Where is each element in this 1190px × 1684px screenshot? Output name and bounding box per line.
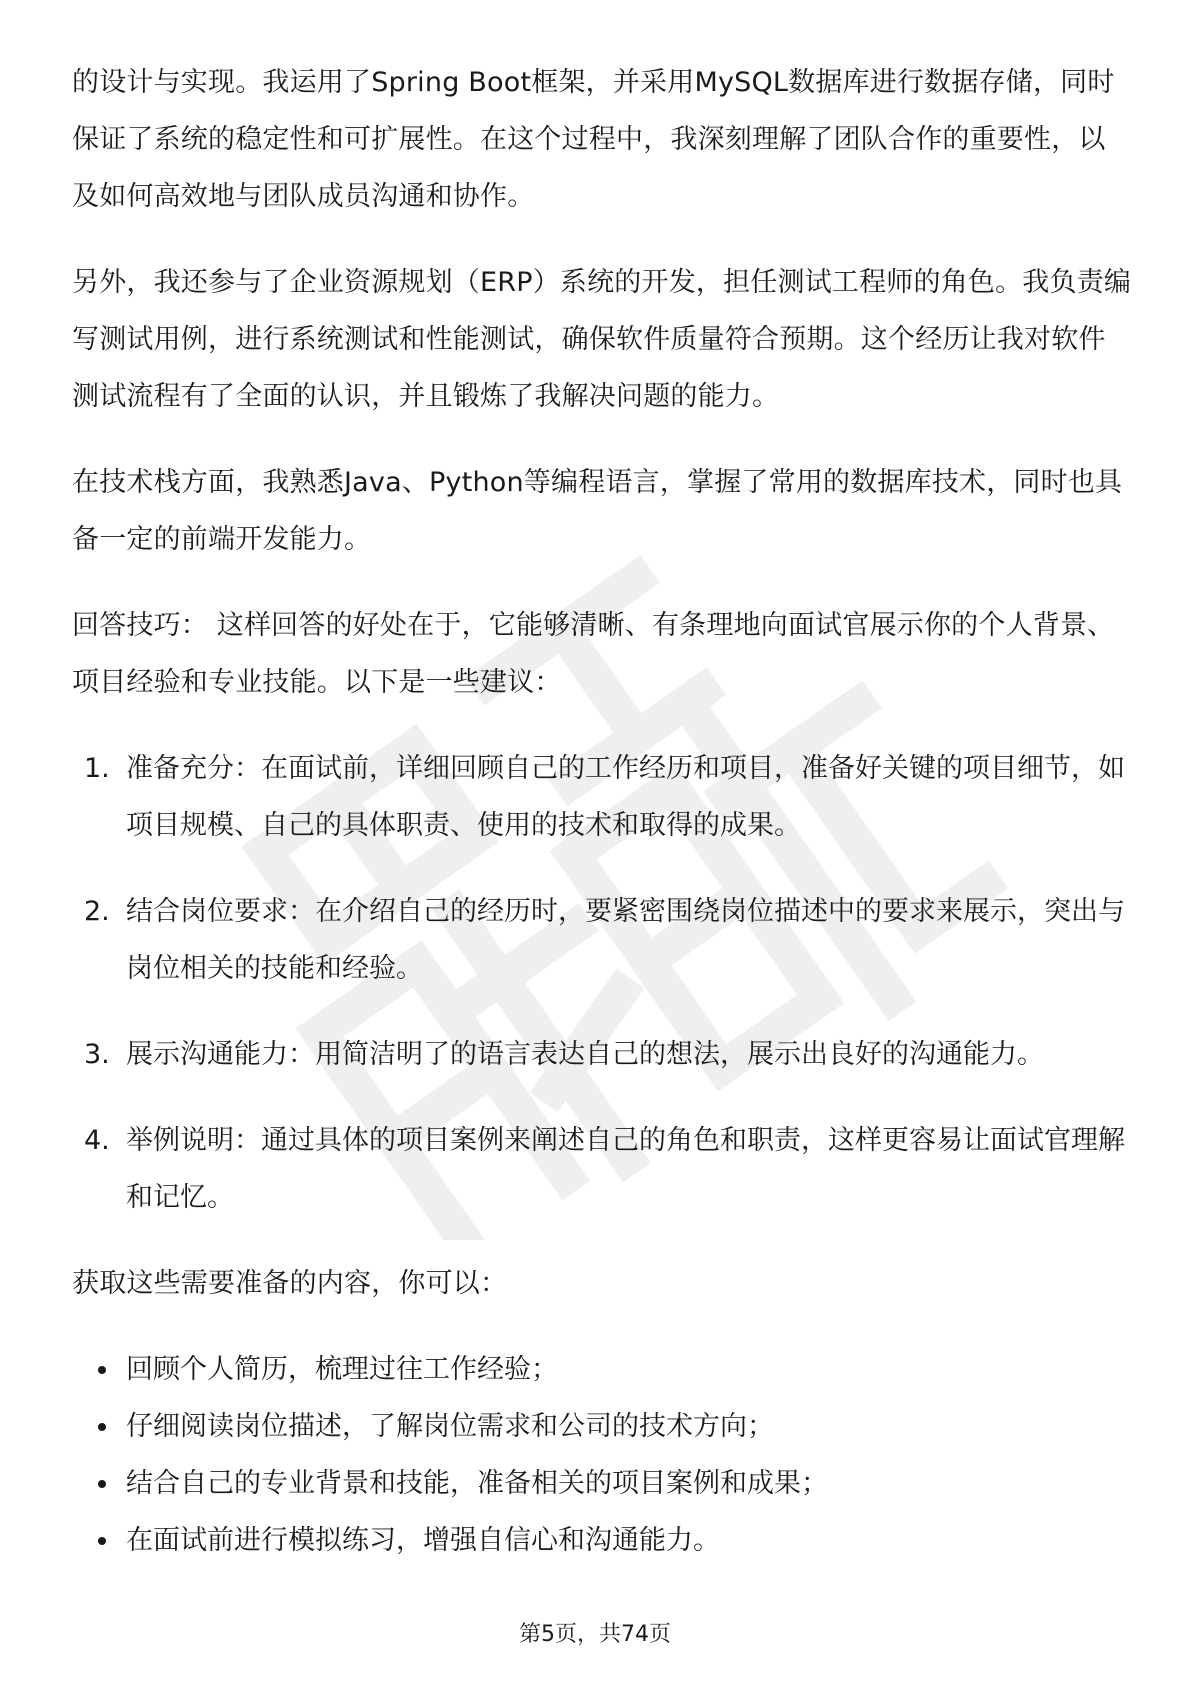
- list-number: 1.: [84, 753, 110, 784]
- paragraph-tech-stack: 在技术栈方面，我熟悉Java、Python等编程语言，掌握了常用的数据库技术，同时也具备一定的前端开发能力。: [72, 467, 1123, 555]
- paragraph-prep-heading: 获取这些需要准备的内容，你可以：: [72, 1268, 508, 1299]
- list-item-text: 准备充分：在面试前，详细回顾自己的工作经历和项目，准备好关键的项目细节，如项目规模、自己的具体职责、使用的技术和取得的成果。: [126, 753, 1125, 841]
- list-item: [72, 1341, 1132, 1398]
- list-item: [72, 1512, 1132, 1569]
- list-item: [72, 883, 1132, 997]
- page-number-footer: 第5页，共74页: [519, 1622, 671, 1647]
- list-item: [72, 1455, 1132, 1512]
- list-item-text: 结合自己的专业背景和技能，准备相关的项目案例和成果；: [126, 1468, 828, 1499]
- list-number: 2.: [84, 896, 110, 927]
- list-item-text: 在面试前进行模拟练习，增强自信心和沟通能力。: [126, 1525, 720, 1556]
- paragraph-answer-tips: 回答技巧： 这样回答的好处在于，它能够清晰、有条理地向面试官展示你的个人背景、项目经验和专业技能。以下是一些建议：: [72, 610, 1115, 698]
- list-item-text: 展示沟通能力：用简洁明了的语言表达自己的想法，展示出良好的沟通能力。: [126, 1039, 1044, 1070]
- page-content: [72, 54, 1132, 1569]
- bullet-icon: [98, 1480, 106, 1488]
- paragraph-project-intro: 的设计与实现。我运用了Spring Boot框架，并采用MySQL数据库进行数据存储，同时保证了系统的稳定性和可扩展性。在这个过程中，我深刻理解了团队合作的重要性，以及如何高效地与团队成员沟通和协作。: [72, 67, 1115, 212]
- bullet-icon: [98, 1366, 106, 1374]
- list-item-text: 回顾个人简历，梳理过往工作经验；: [126, 1354, 558, 1385]
- list-item-text: 结合岗位要求：在介绍自己的经历时，要紧密围绕岗位描述中的要求来展示，突出与岗位相关的技能和经验。: [126, 896, 1125, 984]
- list-item-text: 举例说明：通过具体的项目案例来阐述自己的角色和职责，这样更容易让面试官理解和记忆。: [126, 1125, 1125, 1213]
- list-item: [72, 1112, 1132, 1226]
- bullet-icon: [98, 1423, 106, 1431]
- tips-numbered-list: [72, 740, 1132, 1226]
- list-item: [72, 1026, 1132, 1083]
- list-number: 3.: [84, 1039, 110, 1070]
- prep-bullet-list: [72, 1341, 1132, 1569]
- list-number: 4.: [84, 1125, 110, 1156]
- bullet-icon: [98, 1537, 106, 1545]
- list-item: [72, 740, 1132, 854]
- list-item-text: 仔细阅读岗位描述，了解岗位需求和公司的技术方向；: [126, 1411, 774, 1442]
- paragraph-erp-experience: 另外，我还参与了企业资源规划（ERP）系统的开发，担任测试工程师的角色。我负责编写测试用例，进行系统测试和性能测试，确保软件质量符合预期。这个经历让我对软件测试流程有了全面的认识，并且锻炼了我解决问题的能力。: [72, 267, 1132, 412]
- list-item: [72, 1398, 1132, 1455]
